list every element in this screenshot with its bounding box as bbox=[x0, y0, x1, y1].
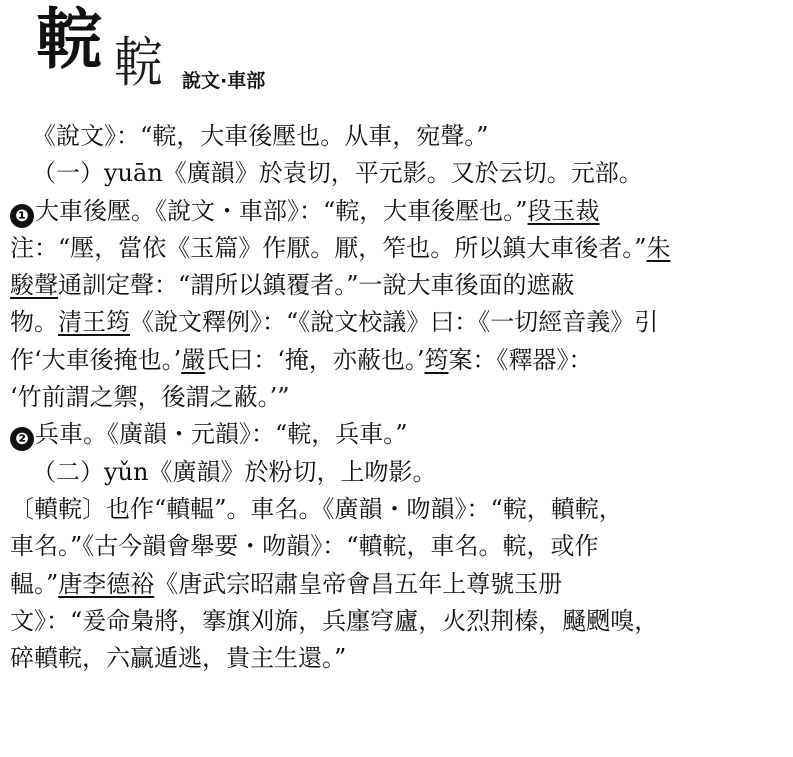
text-line bbox=[10, 118, 780, 155]
dynasty-name: 唐 bbox=[58, 569, 83, 598]
definition-text: 注：“壓，當依《玉篇》作厭。厭，笮也。所以鎮大車後者。” bbox=[10, 233, 647, 262]
text-line bbox=[10, 193, 780, 230]
entry-body bbox=[10, 118, 780, 677]
entry-header bbox=[36, 0, 776, 116]
text-line bbox=[10, 566, 780, 603]
sense-number-2: ❷ bbox=[10, 427, 34, 451]
person-name: 筠 bbox=[424, 345, 449, 374]
pronunciation-one: （一）yuān《廣韻》於袁切，平元影。又於云切。元部。 bbox=[32, 159, 643, 188]
definition-text: 〔轒輐〕也作“轒輼”。車名。《廣韻・吻韻》：“輐，轒輐， bbox=[10, 494, 623, 523]
text-line bbox=[10, 304, 780, 341]
dynasty-name: 清 bbox=[58, 308, 82, 337]
text-line bbox=[10, 603, 780, 640]
definition-text: 輼。” bbox=[10, 569, 59, 598]
definition-text: 作‘大車後掩也。’ bbox=[10, 345, 182, 374]
definition-text: 《唐武宗昭肅皇帝會昌五年上尊號玉册 bbox=[154, 569, 563, 598]
text-line bbox=[10, 454, 780, 491]
sense-number-1: ❶ bbox=[10, 204, 34, 228]
headword-character: 輐 bbox=[36, 0, 102, 78]
person-name: 嚴 bbox=[181, 345, 206, 374]
definition-text: 碎轒輐，六贏遁逃，貴主生還。” bbox=[10, 644, 347, 673]
text-line bbox=[10, 230, 780, 267]
definition-text: 物。 bbox=[10, 308, 58, 337]
text-line bbox=[10, 379, 780, 416]
definition-text: ‘竹前謂之禦，後謂之蔽。’” bbox=[10, 383, 290, 412]
person-name: 段玉裁 bbox=[527, 196, 600, 225]
text-line bbox=[10, 155, 780, 192]
source-label: 說文·車部 bbox=[182, 70, 266, 92]
person-name: 駿聲 bbox=[10, 271, 58, 300]
definition-text: 氏曰：‘掩，亦蔽也。’ bbox=[205, 345, 425, 374]
person-name: 李德裕 bbox=[82, 569, 155, 598]
definition-text: 兵車。《廣韻・元韻》：“輐，兵車。” bbox=[35, 420, 408, 449]
seal-script-character: 輐 bbox=[114, 31, 163, 94]
text-line bbox=[10, 528, 780, 565]
text-line bbox=[10, 640, 780, 677]
definition-text: 車名。”《古今韻會舉要・吻韻》：“轒輐，車名。輐，或作 bbox=[10, 532, 599, 561]
person-name: 朱 bbox=[646, 233, 671, 262]
definition-text: 通訓定聲：“謂所以鎮覆者。”一說大車後面的遮蔽 bbox=[58, 271, 575, 300]
definition-text: 《說文釋例》：“《說文校議》曰：《一切經音義》引 bbox=[130, 308, 659, 337]
definition-text: 文》：“爰命梟將，搴旗刈旆，兵廛穹廬，火烈荆榛，颾颲嗅， bbox=[10, 606, 659, 635]
text-line bbox=[10, 267, 780, 304]
shuowen-quote: 《說文》：“輐，大車後壓也。从車，宛聲。” bbox=[32, 122, 489, 150]
definition-text: 大車後壓。《說文・車部》：“輐，大車後壓也。” bbox=[35, 196, 528, 225]
text-line bbox=[10, 491, 780, 528]
definition-text: 案：《釋器》： bbox=[448, 345, 593, 374]
person-name: 王筠 bbox=[82, 308, 130, 337]
text-line bbox=[10, 342, 780, 379]
pronunciation-two: （二）yǔn《廣韻》於粉切，上吻影。 bbox=[32, 457, 437, 486]
text-line bbox=[10, 416, 780, 453]
